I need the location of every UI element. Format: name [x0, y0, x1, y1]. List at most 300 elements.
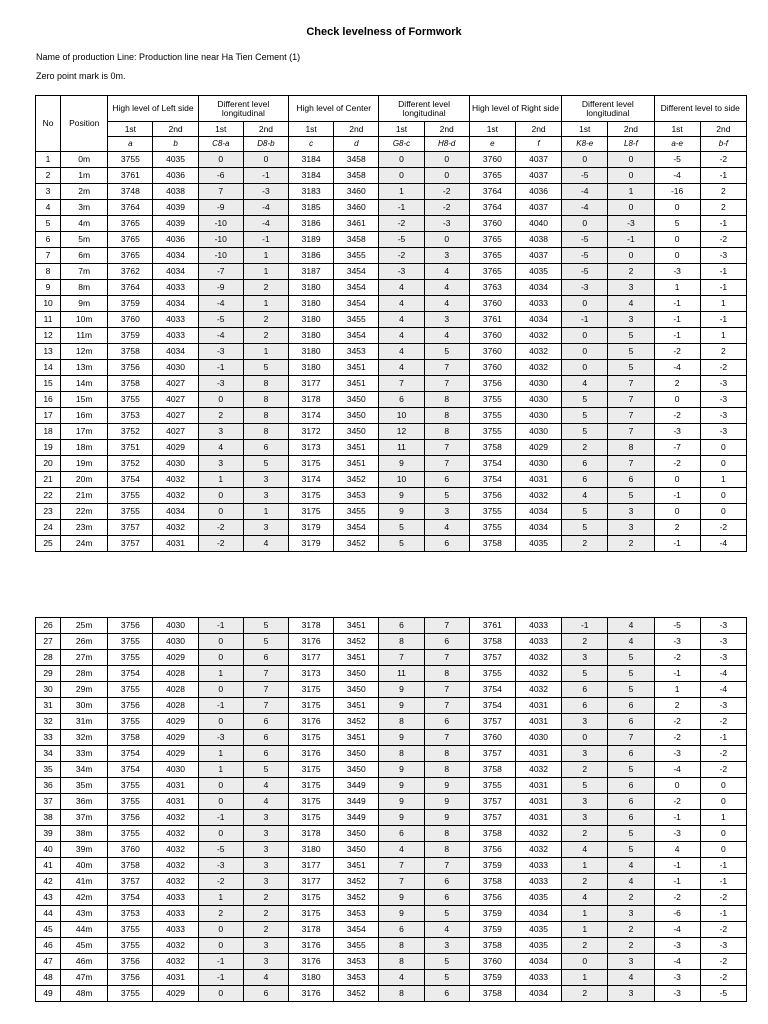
- table-cell: -4: [654, 922, 700, 938]
- table-cell: 4033: [515, 858, 561, 874]
- header-right-diff: Different level longitudinal: [562, 96, 654, 122]
- table-cell: 5: [424, 344, 469, 360]
- table-cell: 7: [243, 682, 288, 698]
- table-cell: 34: [36, 746, 61, 762]
- table-cell: 4036: [515, 184, 561, 200]
- table-cell: -4: [654, 954, 700, 970]
- table-cell: 5: [424, 954, 469, 970]
- table-cell: 3454: [334, 296, 379, 312]
- table-cell: 2: [654, 520, 700, 536]
- table-cell: 15m: [61, 392, 108, 408]
- table-cell: 4030: [153, 634, 198, 650]
- table-cell: 4031: [153, 794, 198, 810]
- header-left-diff: Different level longitudinal: [198, 96, 288, 122]
- table-cell: 9: [379, 890, 424, 906]
- table-cell: 3: [36, 184, 61, 200]
- table-cell: 9: [36, 280, 61, 296]
- table-cell: 3755: [469, 424, 515, 440]
- table-cell: 3758: [469, 440, 515, 456]
- table-cell: -1: [654, 666, 700, 682]
- table-cell: -5: [198, 312, 243, 328]
- table-row: [36, 794, 747, 810]
- table-cell: 1: [654, 682, 700, 698]
- table-cell: 6: [608, 714, 654, 730]
- table-cell: 4028: [153, 682, 198, 698]
- table-cell: 5: [654, 216, 700, 232]
- table-cell: 3176: [289, 714, 334, 730]
- table-cell: 3178: [289, 618, 334, 634]
- table-cell: 36m: [61, 794, 108, 810]
- table-cell: 3: [243, 472, 288, 488]
- table-cell: 4030: [515, 424, 561, 440]
- table-cell: 4032: [515, 682, 561, 698]
- table-cell: 31m: [61, 714, 108, 730]
- table-cell: 7: [198, 184, 243, 200]
- table-cell: 3756: [108, 810, 153, 826]
- table-cell: 8: [424, 408, 469, 424]
- table-cell: -1: [700, 858, 746, 874]
- symbol-cell: c: [289, 137, 334, 152]
- table-cell: 3760: [469, 344, 515, 360]
- table-row: [36, 408, 747, 424]
- table-cell: 3758: [469, 536, 515, 552]
- table-cell: 3: [608, 504, 654, 520]
- table-cell: 3: [198, 424, 243, 440]
- table-cell: 4034: [153, 248, 198, 264]
- table-cell: 9: [379, 682, 424, 698]
- table-cell: 9: [379, 488, 424, 504]
- table-cell: 5: [608, 842, 654, 858]
- table-cell: 3760: [469, 328, 515, 344]
- table-cell: 46: [36, 938, 61, 954]
- table-cell: 5: [243, 634, 288, 650]
- table-cell: 4033: [153, 922, 198, 938]
- table-cell: 9: [424, 794, 469, 810]
- table-row: [36, 682, 747, 698]
- table-cell: 4m: [61, 216, 108, 232]
- table-row: [36, 488, 747, 504]
- table-cell: 3759: [469, 922, 515, 938]
- table-row: [36, 890, 747, 906]
- table-cell: 1: [562, 906, 608, 922]
- table-row: [36, 152, 747, 168]
- levelness-table-page-2: [35, 617, 747, 1002]
- table-cell: 29m: [61, 682, 108, 698]
- table-cell: 2: [608, 922, 654, 938]
- table-cell: -7: [654, 440, 700, 456]
- table-cell: 4032: [515, 762, 561, 778]
- table-cell: 6: [562, 472, 608, 488]
- table-cell: 3757: [469, 794, 515, 810]
- table-cell: 0: [243, 152, 288, 168]
- table-cell: -1: [700, 168, 746, 184]
- subheader-cell: 1st: [562, 122, 608, 137]
- symbol-cell: L8-f: [608, 137, 654, 152]
- table-cell: 7: [379, 858, 424, 874]
- table-cell: -4: [654, 762, 700, 778]
- subheader-cell: 2nd: [153, 122, 198, 137]
- table-cell: -2: [424, 200, 469, 216]
- table-body-page-2: [36, 618, 747, 1002]
- table-cell: -2: [700, 520, 746, 536]
- table-cell: 3759: [469, 906, 515, 922]
- table-cell: 4027: [153, 376, 198, 392]
- table-cell: 0: [562, 360, 608, 376]
- table-cell: 3755: [108, 392, 153, 408]
- table-cell: 0: [198, 922, 243, 938]
- table-cell: 3752: [108, 424, 153, 440]
- table-cell: 3: [562, 746, 608, 762]
- table-cell: 4: [379, 312, 424, 328]
- table-cell: -5: [654, 618, 700, 634]
- table-cell: -3: [700, 634, 746, 650]
- table-cell: 2: [243, 312, 288, 328]
- table-cell: 3: [608, 986, 654, 1002]
- table-cell: 5: [379, 520, 424, 536]
- table-cell: 1: [243, 264, 288, 280]
- table-cell: 14: [36, 360, 61, 376]
- table-cell: 0: [608, 200, 654, 216]
- table-cell: 3452: [334, 890, 379, 906]
- table-row: [36, 666, 747, 682]
- table-cell: 4: [379, 296, 424, 312]
- table-cell: 1: [562, 922, 608, 938]
- table-cell: -1: [700, 280, 746, 296]
- table-cell: 8: [424, 746, 469, 762]
- table-cell: 0: [562, 296, 608, 312]
- table-cell: 3454: [334, 280, 379, 296]
- table-cell: 3755: [469, 520, 515, 536]
- table-cell: -3: [700, 650, 746, 666]
- table-cell: 4034: [153, 344, 198, 360]
- subheader-cell: 1st: [108, 122, 153, 137]
- table-cell: 3760: [469, 730, 515, 746]
- table-cell: 5: [243, 618, 288, 634]
- table-cell: 4031: [515, 794, 561, 810]
- table-cell: 4032: [153, 472, 198, 488]
- table-cell: 3758: [108, 344, 153, 360]
- table-cell: -1: [379, 200, 424, 216]
- table-cell: 4034: [515, 504, 561, 520]
- table-cell: 6: [243, 746, 288, 762]
- table-cell: 33: [36, 730, 61, 746]
- table-cell: 3179: [289, 536, 334, 552]
- table-cell: 32: [36, 714, 61, 730]
- table-cell: 3180: [289, 280, 334, 296]
- table-cell: 3455: [334, 504, 379, 520]
- table-cell: 2: [562, 634, 608, 650]
- table-cell: 4039: [153, 200, 198, 216]
- table-cell: -4: [198, 296, 243, 312]
- header-center-high: High level of Center: [289, 96, 379, 122]
- table-cell: 4033: [153, 280, 198, 296]
- table-cell: 7: [424, 440, 469, 456]
- table-cell: 4030: [153, 360, 198, 376]
- table-cell: 3: [243, 810, 288, 826]
- table-cell: 3755: [469, 408, 515, 424]
- table-cell: 4: [608, 634, 654, 650]
- table-row: [36, 922, 747, 938]
- table-row: [36, 536, 747, 552]
- table-cell: 43m: [61, 906, 108, 922]
- table-cell: 4027: [153, 408, 198, 424]
- table-cell: 2: [562, 938, 608, 954]
- table-cell: 3453: [334, 344, 379, 360]
- table-cell: 3185: [289, 200, 334, 216]
- table-cell: 6: [424, 714, 469, 730]
- table-cell: -16: [654, 184, 700, 200]
- table-row: [36, 874, 747, 890]
- table-cell: 9: [379, 456, 424, 472]
- table-cell: 3184: [289, 152, 334, 168]
- table-cell: 7: [424, 456, 469, 472]
- table-cell: 3757: [469, 714, 515, 730]
- table-cell: 3760: [469, 216, 515, 232]
- table-cell: 3: [424, 248, 469, 264]
- table-cell: 3755: [469, 778, 515, 794]
- table-cell: -1: [562, 312, 608, 328]
- table-cell: 4030: [153, 456, 198, 472]
- table-cell: 0: [654, 504, 700, 520]
- table-cell: 0: [654, 248, 700, 264]
- table-cell: 4: [424, 264, 469, 280]
- table-cell: 37m: [61, 810, 108, 826]
- table-cell: -3: [654, 970, 700, 986]
- table-cell: 8: [424, 826, 469, 842]
- table-cell: -3: [654, 986, 700, 1002]
- table-cell: 4031: [515, 472, 561, 488]
- table-cell: -2: [654, 730, 700, 746]
- table-cell: 5: [608, 650, 654, 666]
- subheader-cell: 2nd: [608, 122, 654, 137]
- table-cell: 1: [700, 328, 746, 344]
- table-cell: -1: [198, 970, 243, 986]
- table-cell: -1: [654, 536, 700, 552]
- table-cell: 3756: [108, 618, 153, 634]
- table-cell: -2: [654, 714, 700, 730]
- table-cell: 0: [198, 392, 243, 408]
- table-cell: 0: [562, 152, 608, 168]
- symbol-cell: f: [515, 137, 561, 152]
- table-cell: 4032: [153, 954, 198, 970]
- table-cell: 5: [562, 408, 608, 424]
- table-cell: -2: [424, 184, 469, 200]
- table-cell: 38: [36, 810, 61, 826]
- table-cell: -2: [654, 408, 700, 424]
- page-title: Check levelness of Formwork: [306, 26, 462, 38]
- table-cell: 3451: [334, 456, 379, 472]
- table-cell: 2: [654, 698, 700, 714]
- table-cell: 4031: [515, 698, 561, 714]
- table-cell: -5: [562, 232, 608, 248]
- table-cell: 31: [36, 698, 61, 714]
- table-cell: 3755: [108, 778, 153, 794]
- table-cell: 2: [243, 280, 288, 296]
- table-cell: 3m: [61, 200, 108, 216]
- table-cell: 4: [608, 618, 654, 634]
- table-cell: 3175: [289, 794, 334, 810]
- table-cell: 3757: [108, 874, 153, 890]
- table-cell: 18m: [61, 440, 108, 456]
- table-cell: 7: [608, 376, 654, 392]
- table-cell: 21: [36, 472, 61, 488]
- table-cell: 3180: [289, 970, 334, 986]
- table-cell: 0: [562, 328, 608, 344]
- table-cell: 0: [608, 248, 654, 264]
- symbol-cell: D8-b: [243, 137, 288, 152]
- table-cell: 12m: [61, 344, 108, 360]
- table-cell: -2: [700, 970, 746, 986]
- table-cell: 0: [654, 200, 700, 216]
- symbol-cell: b: [153, 137, 198, 152]
- table-cell: 9: [424, 810, 469, 826]
- table-cell: 3755: [108, 152, 153, 168]
- table-cell: 3756: [469, 488, 515, 504]
- table-cell: 3755: [469, 392, 515, 408]
- table-cell: 0: [198, 794, 243, 810]
- table-cell: 8: [379, 746, 424, 762]
- table-cell: 7m: [61, 264, 108, 280]
- table-cell: 4031: [153, 778, 198, 794]
- table-cell: -2: [198, 874, 243, 890]
- table-cell: 3756: [108, 954, 153, 970]
- table-cell: -10: [198, 248, 243, 264]
- table-row: [36, 618, 747, 634]
- table-cell: 6: [379, 826, 424, 842]
- table-cell: 7: [424, 618, 469, 634]
- table-cell: 4028: [153, 666, 198, 682]
- table-cell: 2: [243, 890, 288, 906]
- table-cell: 1: [608, 184, 654, 200]
- header-position: Position: [61, 96, 108, 152]
- table-row: [36, 778, 747, 794]
- table-cell: 3755: [108, 826, 153, 842]
- table-cell: 46m: [61, 954, 108, 970]
- table-cell: 3180: [289, 360, 334, 376]
- table-cell: 4034: [153, 296, 198, 312]
- table-cell: 26m: [61, 634, 108, 650]
- table-cell: 3763: [469, 280, 515, 296]
- table-cell: 4031: [515, 810, 561, 826]
- table-cell: 4034: [515, 520, 561, 536]
- table-row: [36, 826, 747, 842]
- table-cell: 4031: [515, 778, 561, 794]
- subheader-cell: 2nd: [334, 122, 379, 137]
- table-cell: 9m: [61, 296, 108, 312]
- table-cell: 4032: [153, 488, 198, 504]
- symbol-cell: a-e: [654, 137, 700, 152]
- table-cell: 3175: [289, 762, 334, 778]
- table-cell: 5m: [61, 232, 108, 248]
- table-cell: 7: [608, 408, 654, 424]
- table-cell: 3451: [334, 360, 379, 376]
- subheader-cell: 1st: [198, 122, 243, 137]
- table-cell: 4030: [515, 392, 561, 408]
- table-cell: 3: [243, 488, 288, 504]
- table-cell: 14m: [61, 376, 108, 392]
- table-cell: 25: [36, 536, 61, 552]
- table-cell: 8: [243, 392, 288, 408]
- table-cell: 2: [562, 536, 608, 552]
- table-cell: 3175: [289, 456, 334, 472]
- table-cell: 3764: [108, 280, 153, 296]
- table-cell: 3761: [469, 618, 515, 634]
- table-cell: 3756: [108, 970, 153, 986]
- table-cell: 5: [424, 970, 469, 986]
- table-cell: 8: [243, 424, 288, 440]
- table-cell: 10: [379, 408, 424, 424]
- table-cell: 47: [36, 954, 61, 970]
- levelness-table-page-1: [35, 95, 747, 552]
- table-cell: 3187: [289, 264, 334, 280]
- table-cell: 8: [424, 424, 469, 440]
- table-cell: 4030: [153, 618, 198, 634]
- table-cell: 3: [562, 810, 608, 826]
- table-cell: 3755: [108, 794, 153, 810]
- table-cell: 1: [198, 746, 243, 762]
- table-cell: 4032: [153, 842, 198, 858]
- table-cell: 5: [608, 360, 654, 376]
- table-cell: 3451: [334, 650, 379, 666]
- table-cell: 3177: [289, 874, 334, 890]
- table-cell: 1: [654, 280, 700, 296]
- symbol-cell: e: [469, 137, 515, 152]
- table-cell: 34m: [61, 762, 108, 778]
- table-cell: 3: [243, 826, 288, 842]
- table-cell: 3758: [469, 762, 515, 778]
- table-cell: 3751: [108, 440, 153, 456]
- table-cell: 3175: [289, 504, 334, 520]
- table-cell: 4030: [515, 408, 561, 424]
- table-cell: 32m: [61, 730, 108, 746]
- table-cell: -6: [654, 906, 700, 922]
- table-cell: 4032: [153, 874, 198, 890]
- table-cell: 9: [424, 778, 469, 794]
- table-cell: 9: [379, 778, 424, 794]
- table-cell: 3176: [289, 954, 334, 970]
- table-cell: 4037: [515, 200, 561, 216]
- table-cell: 5: [608, 488, 654, 504]
- table-cell: 4032: [515, 666, 561, 682]
- table-cell: 1m: [61, 168, 108, 184]
- table-row: [36, 216, 747, 232]
- table-cell: -6: [198, 168, 243, 184]
- table-cell: 4029: [153, 986, 198, 1002]
- table-cell: 4034: [153, 264, 198, 280]
- table-cell: 0: [562, 730, 608, 746]
- table-cell: 3: [243, 954, 288, 970]
- table-cell: 5: [608, 762, 654, 778]
- table-cell: 3758: [469, 634, 515, 650]
- table-cell: 30m: [61, 698, 108, 714]
- table-row: [36, 312, 747, 328]
- table-row: [36, 698, 747, 714]
- symbol-cell: C8-a: [198, 137, 243, 152]
- table-cell: -5: [700, 986, 746, 1002]
- table-cell: 4: [424, 328, 469, 344]
- table-row: [36, 714, 747, 730]
- table-cell: -3: [198, 376, 243, 392]
- table-cell: 3458: [334, 232, 379, 248]
- table-cell: 3758: [469, 826, 515, 842]
- table-cell: 0: [198, 714, 243, 730]
- table-cell: 4032: [153, 858, 198, 874]
- table-cell: -5: [562, 264, 608, 280]
- table-cell: 3175: [289, 730, 334, 746]
- table-cell: 3186: [289, 248, 334, 264]
- table-cell: 0: [424, 232, 469, 248]
- table-row: [36, 730, 747, 746]
